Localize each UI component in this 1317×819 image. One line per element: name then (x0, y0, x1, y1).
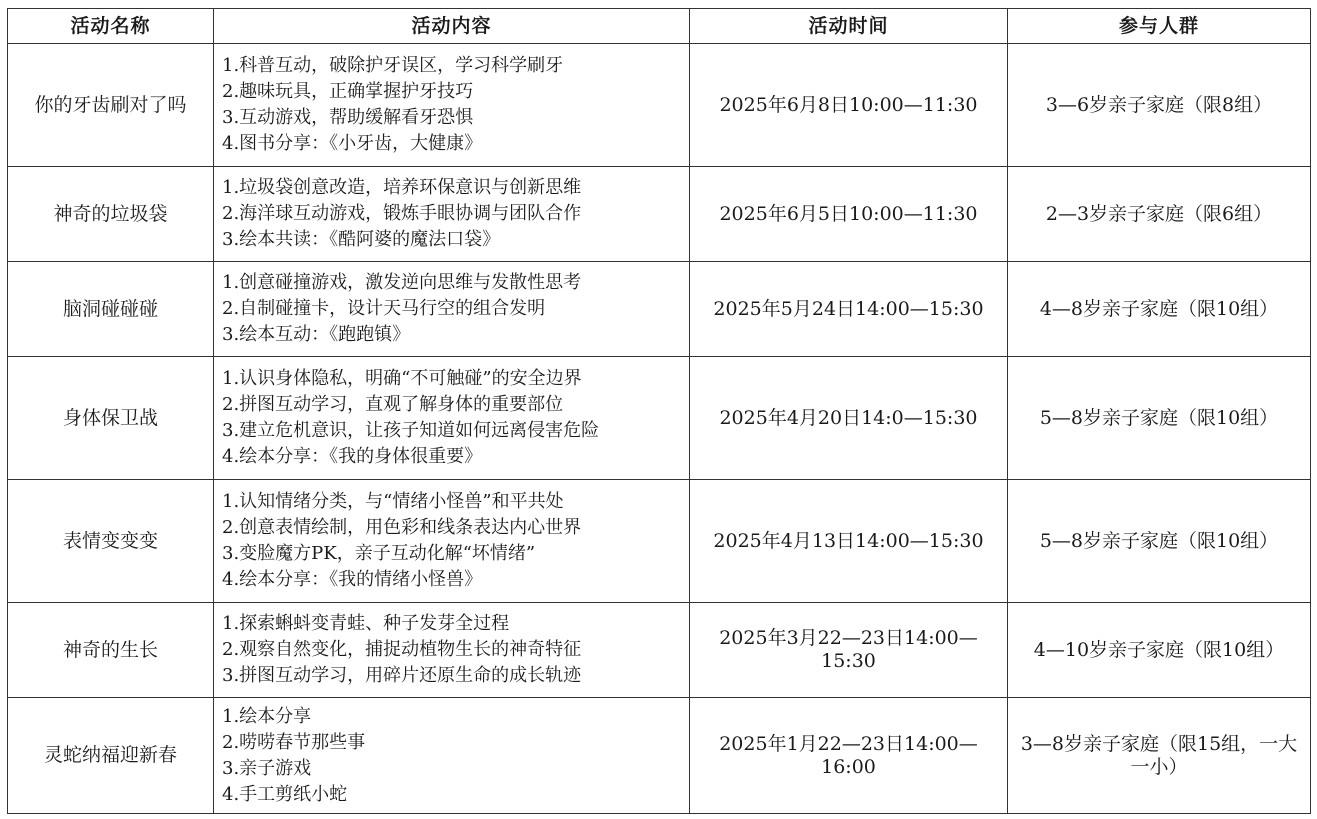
activity-time-cell: 2025年4月13日14:00—15:30 (690, 480, 1008, 603)
table-header-row (8, 9, 1311, 44)
participants-cell: 3—6岁亲子家庭（限8组） (1008, 44, 1311, 167)
content-line: 2.观察自然变化，捕捉动植物生长的神奇特征 (222, 639, 582, 660)
content-line: 3.绘本共读：《酷阿婆的魔法口袋》 (222, 229, 501, 250)
content-line: 1.认识身体隐私，明确“不可触碰”的安全边界 (222, 368, 582, 389)
content-line: 2.自制碰撞卡，设计天马行空的组合发明 (222, 298, 546, 319)
content-line: 2.海洋球互动游戏，锻炼手眼协调与团队合作 (222, 203, 582, 224)
activity-name-cell: 你的牙齿刷对了吗 (8, 44, 214, 167)
activity-time-cell: 2025年5月24日14:00—15:30 (690, 262, 1008, 357)
activity-content-cell (214, 698, 690, 814)
content-line: 1.探索蝌蚪变青蛙、种子发芽全过程 (222, 613, 510, 634)
header-activity-time: 活动时间 (690, 9, 1008, 44)
table-row (8, 603, 1311, 698)
header-activity-name: 活动名称 (8, 9, 214, 44)
content-line: 1.创意碰撞游戏，激发逆向思维与发散性思考 (222, 272, 582, 293)
content-line: 4.图书分享：《小牙齿，大健康》 (222, 133, 483, 154)
header-activity-content: 活动内容 (214, 9, 690, 44)
table-row (8, 480, 1311, 603)
table-row (8, 262, 1311, 357)
activity-time-cell: 2025年1月22—23日14:00—16:00 (690, 698, 1008, 814)
content-line: 2.拼图互动学习，直观了解身体的重要部位 (222, 394, 564, 415)
content-line: 4.绘本分享：《我的身体很重要》 (222, 446, 483, 467)
table-row (8, 44, 1311, 167)
activity-name-cell: 身体保卫战 (8, 357, 214, 480)
activity-time-cell: 2025年6月5日10:00—11:30 (690, 167, 1008, 262)
table-row (8, 357, 1311, 480)
header-participants: 参与人群 (1008, 9, 1311, 44)
content-line: 2.创意表情绘制，用色彩和线条表达内心世界 (222, 517, 582, 538)
participants-cell: 2—3岁亲子家庭（限6组） (1008, 167, 1311, 262)
activity-content-cell (214, 167, 690, 262)
content-line: 1.垃圾袋创意改造，培养环保意识与创新思维 (222, 177, 582, 198)
table-row (8, 167, 1311, 262)
content-line: 3.拼图互动学习，用碎片还原生命的成长轨迹 (222, 665, 582, 686)
participants-cell: 5—8岁亲子家庭（限10组） (1008, 357, 1311, 480)
activity-name-cell: 神奇的垃圾袋 (8, 167, 214, 262)
activity-name-cell: 表情变变变 (8, 480, 214, 603)
content-line: 3.建立危机意识，让孩子知道如何远离侵害危险 (222, 420, 600, 441)
content-line: 3.变脸魔方PK，亲子互动化解“坏情绪” (222, 543, 536, 564)
participants-cell: 3—8岁亲子家庭（限15组，一大一小） (1008, 698, 1311, 814)
activity-table-container (7, 8, 1310, 813)
content-line: 1.绘本分享 (222, 705, 312, 727)
content-line: 1.认知情绪分类，与“情绪小怪兽”和平共处 (222, 491, 564, 512)
participants-cell: 4—10岁亲子家庭（限10组） (1008, 603, 1311, 698)
content-line: 3.绘本互动：《跑跑镇》 (222, 324, 411, 345)
activity-name-cell: 神奇的生长 (8, 603, 214, 698)
content-line: 3.互动游戏，帮助缓解看牙恐惧 (222, 107, 474, 128)
activity-content-cell (214, 603, 690, 698)
activity-table (7, 8, 1311, 814)
activity-content-cell (214, 262, 690, 357)
content-line: 2.唠唠春节那些事 (222, 731, 366, 753)
table-row (8, 698, 1311, 814)
activity-time-cell: 2025年4月20日14:0—15:30 (690, 357, 1008, 480)
activity-name-cell: 灵蛇纳福迎新春 (8, 698, 214, 814)
content-line: 2.趣味玩具，正确掌握护牙技巧 (222, 81, 474, 102)
activity-time-cell: 2025年6月8日10:00—11:30 (690, 44, 1008, 167)
participants-cell: 4—8岁亲子家庭（限10组） (1008, 262, 1311, 357)
activity-time-cell: 2025年3月22—23日14:00—15:30 (690, 603, 1008, 698)
activity-name-cell: 脑洞碰碰碰 (8, 262, 214, 357)
content-line: 3.亲子游戏 (222, 757, 312, 779)
content-line: 4.手工剪纸小蛇 (222, 783, 348, 805)
activity-content-cell (214, 480, 690, 603)
activity-content-cell (214, 357, 690, 480)
participants-cell: 5—8岁亲子家庭（限10组） (1008, 480, 1311, 603)
content-line: 4.绘本分享：《我的情绪小怪兽》 (222, 569, 483, 590)
content-line: 1.科普互动，破除护牙误区，学习科学刷牙 (222, 55, 564, 76)
activity-content-cell (214, 44, 690, 167)
